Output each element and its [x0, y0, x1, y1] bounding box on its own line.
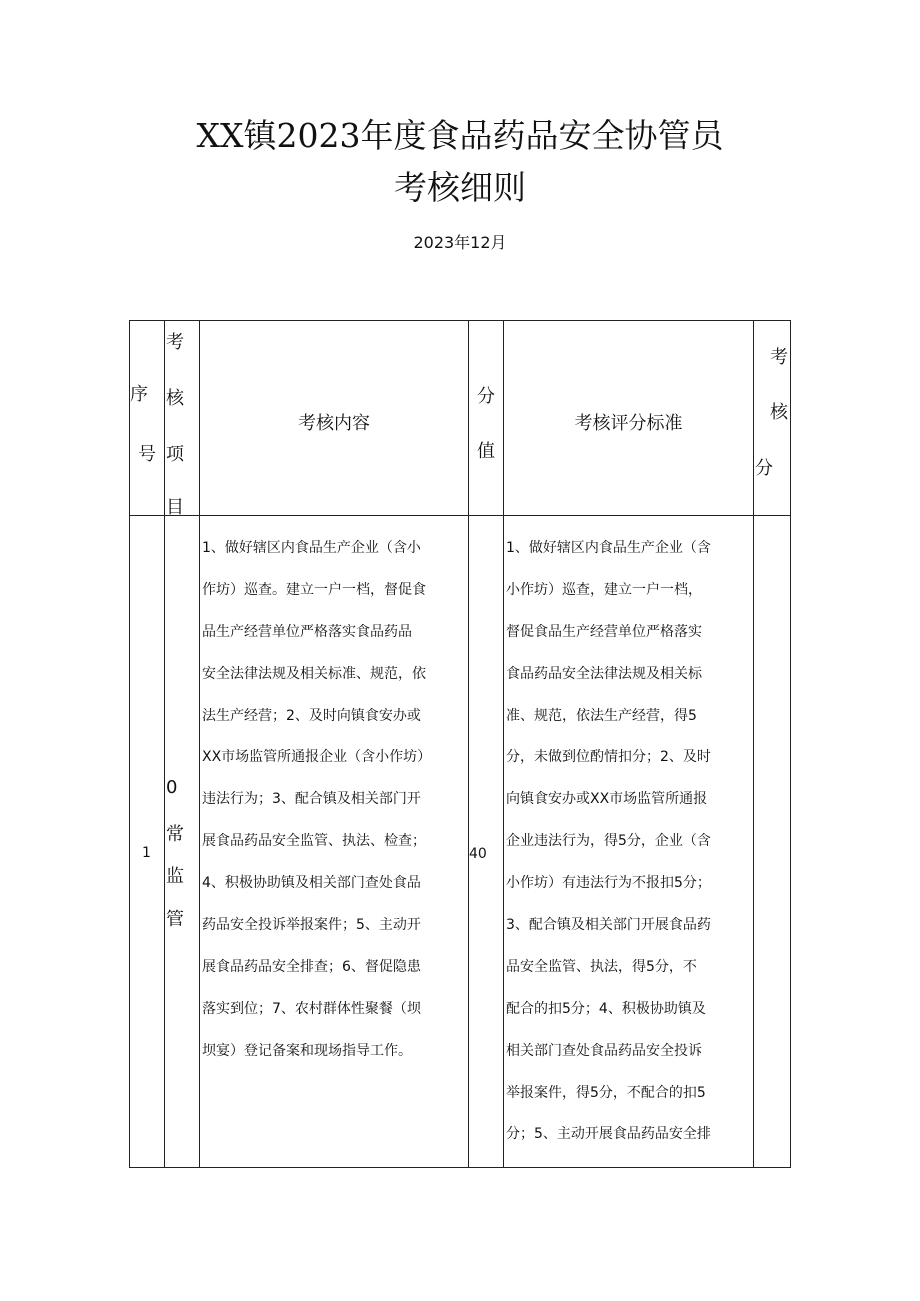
table-col-line — [199, 320, 200, 1168]
header-assessed-char: 考 — [770, 347, 788, 368]
row1-item-char: 常 — [166, 824, 184, 845]
header-assessed-char: 核 — [770, 402, 788, 423]
criteria-line: 品安全监管、执法，得5分，不 — [506, 958, 697, 975]
table-col-line — [164, 320, 165, 1168]
table-col-line — [129, 320, 130, 1168]
table-border-right — [790, 320, 791, 1168]
criteria-line: 小作坊）有违法行为不报扣5分； — [506, 875, 711, 892]
criteria-line: 3、配合镇及相关部门开展食品药 — [506, 917, 711, 934]
table-border-bottom — [129, 1167, 791, 1168]
header-score-value-char: 分 — [477, 386, 495, 407]
document-date: 2023年12月 — [413, 233, 507, 252]
table-header-divider — [129, 515, 791, 516]
content-line: XX市场监管所通报企业（含小作坊） — [202, 749, 432, 766]
criteria-line: 小作坊）巡查，建立一户一档， — [506, 581, 702, 598]
criteria-line: 1、做好辖区内食品生产企业（含 — [506, 540, 711, 556]
criteria-line: 相关部门查处食品药品安全投诉 — [506, 1042, 702, 1059]
header-seq-char: 序 — [130, 384, 148, 405]
header-criteria: 考核评分标准 — [574, 413, 683, 434]
content-line: 落实到位；7、农村群体性聚餐（坝 — [202, 1000, 421, 1017]
table-col-line — [468, 320, 469, 1168]
document-title-line1: XX镇2023年度食品药品安全协管员 — [196, 116, 724, 155]
row1-score-value: 40 — [469, 846, 487, 862]
criteria-line: 举报案件，得5分，不配合的扣5 — [506, 1084, 706, 1101]
table-col-line — [503, 320, 504, 1168]
criteria-line: 分，未做到位酌情扣分；2、及时 — [506, 749, 711, 766]
header-item-char: 项 — [166, 444, 184, 465]
row1-criteria — [506, 528, 711, 1156]
content-line: 4、积极协助镇及相关部门查处食品 — [202, 875, 421, 892]
criteria-line: 配合的扣5分；4、积极协助镇及 — [506, 1000, 706, 1017]
criteria-line: 食品药品安全法律法规及相关标 — [506, 665, 702, 682]
header-content: 考核内容 — [298, 413, 370, 434]
content-line: 展食品药品安全排查；6、督促隐患 — [202, 958, 421, 975]
content-line: 违法行为；3、配合镇及相关部门开 — [202, 791, 421, 808]
header-item-char: 核 — [166, 388, 184, 409]
header-seq-char: 号 — [138, 444, 156, 465]
row1-item-char: 管 — [166, 909, 184, 930]
header-item-char: 目 — [166, 497, 184, 518]
content-line: 法生产经营；2、及时向镇食安办或 — [202, 707, 421, 724]
row1-content — [202, 528, 431, 1073]
criteria-line: 准、规范，依法生产经营，得5 — [506, 707, 697, 724]
content-line: 展食品药品安全监管、执法、检查； — [202, 833, 426, 850]
content-line: 药品安全投诉举报案件；5、主动开 — [202, 917, 421, 934]
row1-seq: 1 — [142, 845, 151, 861]
content-line: 1、做好辖区内食品生产企业（含小 — [202, 540, 421, 556]
criteria-line: 企业违法行为，得5分，企业（含 — [506, 833, 711, 850]
content-line: 作坊）巡查。建立一户一档，督促食 — [202, 581, 426, 598]
table-col-line — [753, 320, 754, 1168]
header-score-value-char: 值 — [477, 441, 495, 462]
criteria-line: 督促食品生产经营单位严格落实 — [506, 623, 702, 640]
header-item-char: 考 — [166, 332, 184, 353]
criteria-line: 分；5、主动开展食品药品安全排 — [506, 1126, 711, 1143]
table-border-top — [129, 320, 791, 321]
content-line: 品生产经营单位严格落实食品药品 — [202, 623, 412, 640]
document-title-line2: 考核细则 — [394, 168, 526, 207]
row1-item-char: 0 — [166, 777, 178, 798]
header-assessed-char: 分 — [755, 458, 773, 479]
content-line: 安全法律法规及相关标准、规范，依 — [202, 665, 426, 682]
criteria-line: 向镇食安办或XX市场监管所通报 — [506, 791, 708, 808]
content-line: 坝宴）登记备案和现场指导工作。 — [202, 1042, 412, 1059]
row1-item-char: 监 — [166, 866, 184, 887]
